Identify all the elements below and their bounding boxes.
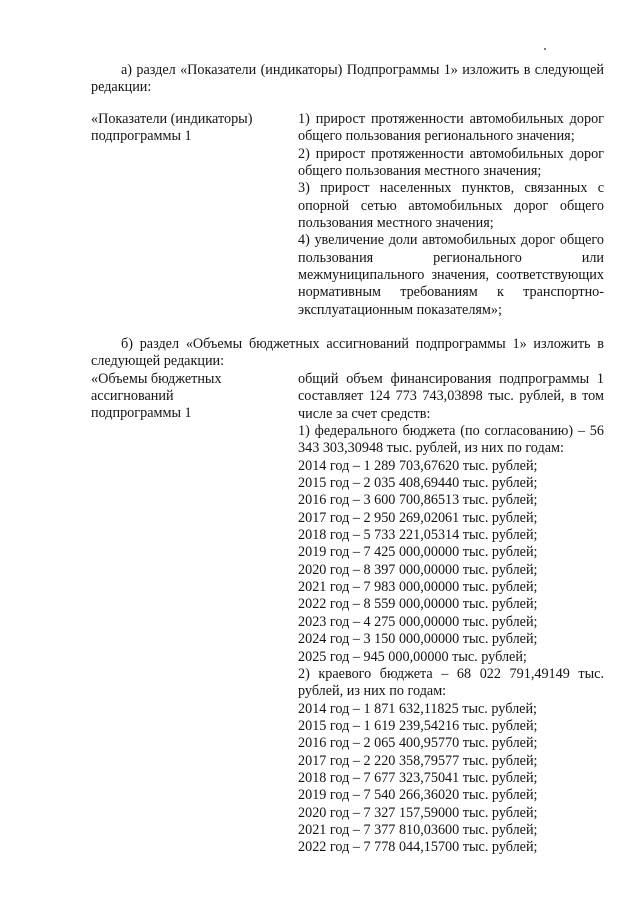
regional-year-row: 2015 год – 1 619 239,54216 тыс. рублей; bbox=[298, 717, 538, 734]
federal-year-row: 2025 год – 945 000,00000 тыс. рублей; bbox=[298, 648, 527, 665]
regional-budget-heading: 2) краевого бюджета – 68 022 791,49149 тыс. рублей, из них по годам: bbox=[298, 665, 604, 700]
section-b-left-label bbox=[91, 371, 281, 422]
indicator-item: 2) прирост протяженности автомобильных дорог общего пользования местного значения; bbox=[298, 145, 604, 180]
section-b-label-line: ассигнований bbox=[91, 388, 174, 404]
scan-speck bbox=[544, 48, 546, 50]
indicator-item: 1) прирост протяженности автомобильных дорог общего пользования регионального значения; bbox=[298, 111, 604, 145]
federal-year-row: 2017 год – 2 950 269,02061 тыс. рублей; bbox=[298, 509, 538, 526]
regional-year-row: 2018 год – 7 677 323,75041 тыс. рублей; bbox=[298, 769, 538, 786]
regional-year-row: 2020 год – 7 327 157,59000 тыс. рублей; bbox=[298, 804, 538, 821]
regional-year-row: 2016 год – 2 065 400,95770 тыс. рублей; bbox=[298, 735, 538, 752]
federal-year-row: 2015 год – 2 035 408,69440 тыс. рублей; bbox=[298, 475, 538, 492]
section-a-label-line: «Показатели (индикаторы) bbox=[91, 111, 253, 127]
regional-year-row: 2017 год – 2 220 358,79577 тыс. рублей; bbox=[298, 752, 538, 769]
regional-year-row: 2019 год – 7 540 266,36020 тыс. рублей; bbox=[298, 787, 538, 804]
federal-budget-heading: 1) федерального бюджета (по согласованию) – 56 343 303,30948 тыс. рублей, из них по годам: bbox=[298, 423, 604, 457]
section-b-intro bbox=[91, 336, 604, 370]
federal-year-row: 2021 год – 7 983 000,00000 тыс. рублей; bbox=[298, 579, 538, 596]
indicator-item: 4) увеличение доли автомобильных дорог общего пользования регионального или межмуниципального значения, соответствующих нормативным требованиям к транспортно-эксплуатационным показателям»; bbox=[298, 232, 604, 318]
section-b-label-line: подпрограммы 1 bbox=[91, 405, 192, 421]
section-a-left-label bbox=[91, 111, 281, 145]
federal-years-list bbox=[298, 458, 604, 666]
federal-year-row: 2016 год – 3 600 700,86513 тыс. рублей; bbox=[298, 492, 538, 509]
regional-year-row: 2022 год – 7 778 044,15700 тыс. рублей; bbox=[298, 839, 538, 856]
section-b-funding bbox=[298, 371, 604, 857]
funding-total: общий объем финансирования подпрограммы 1 составляет 124 773 743,03898 тыс. рублей, в том числе за счет средств: bbox=[298, 371, 604, 422]
federal-year-row: 2014 год – 1 289 703,67620 тыс. рублей; bbox=[298, 457, 538, 474]
federal-year-row: 2024 год – 3 150 000,00000 тыс. рублей; bbox=[298, 631, 538, 648]
regional-years-list bbox=[298, 701, 604, 857]
federal-year-row: 2019 год – 7 425 000,00000 тыс. рублей; bbox=[298, 544, 538, 561]
federal-year-row: 2023 год – 4 275 000,00000 тыс. рублей; bbox=[298, 613, 538, 630]
regional-year-row: 2014 год – 1 871 632,11825 тыс. рублей; bbox=[298, 700, 537, 717]
federal-year-row: 2020 год – 8 397 000,00000 тыс. рублей; bbox=[298, 561, 538, 578]
indicator-item: 3) прирост населенных пунктов, связанных с опорной сетью автомобильных дорог общего пользования местного значения; bbox=[298, 180, 604, 232]
regional-year-row: 2021 год – 7 377 810,03600 тыс. рублей; bbox=[298, 821, 538, 838]
section-a-intro-text: а) раздел «Показатели (индикаторы) Подпрограммы 1» изложить в следующей редакции: bbox=[91, 62, 604, 95]
section-b-intro-text: б) раздел «Объемы бюджетных ассигнований подпрограммы 1» изложить в следующей редакции: bbox=[91, 336, 604, 369]
section-a-indicators bbox=[298, 111, 604, 319]
section-b-label-line: «Объемы бюджетных bbox=[91, 371, 222, 387]
section-a-intro bbox=[91, 62, 604, 96]
federal-year-row: 2022 год – 8 559 000,00000 тыс. рублей; bbox=[298, 596, 538, 613]
federal-year-row: 2018 год – 5 733 221,05314 тыс. рублей; bbox=[298, 527, 538, 544]
section-a-label-line: подпрограммы 1 bbox=[91, 128, 192, 144]
